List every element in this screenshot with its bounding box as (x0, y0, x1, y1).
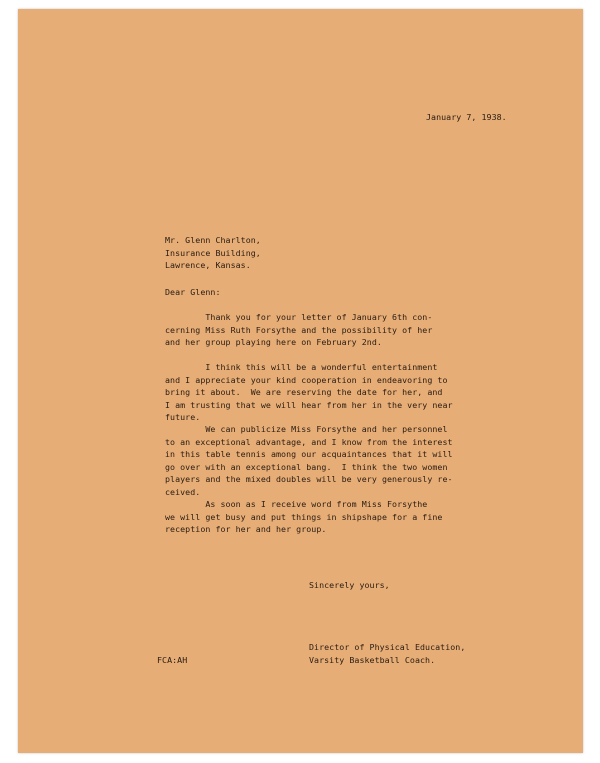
paragraph-line: reception for her and her group. (165, 524, 327, 534)
signature-line: Director of Physical Education, (309, 642, 466, 652)
recipient-line: Insurance Building, (165, 247, 261, 258)
signature-block (309, 641, 465, 666)
closing: Sincerely yours, (309, 580, 390, 590)
paragraph-line: we will get busy and put things in shipshape for a fine (165, 511, 443, 522)
recipient-address (165, 234, 261, 272)
salutation: Dear Glenn: (165, 287, 221, 297)
paragraph-line: We can publicize Miss Forsythe and her personnel (165, 424, 448, 434)
body-paragraph (165, 311, 432, 349)
paragraph-line: I am trusting that we will hear from her in the very near (165, 399, 453, 410)
paragraph-line: and I appreciate your kind cooperation in endeavoring to (165, 374, 448, 385)
paragraph-line: I think this will be a wonderful entertainment (165, 362, 438, 372)
body-paragraph (165, 423, 453, 498)
paragraph-line: go over with an exceptional bang. I think the two women (165, 461, 448, 472)
paragraph-line: to an exceptional advantage, and I know from the interest (165, 436, 453, 447)
letter-page (18, 9, 583, 753)
signature-line: Varsity Basketball Coach. (309, 654, 436, 665)
letter-date: January 7, 1938. (426, 112, 507, 122)
paragraph-line: ceived. (165, 486, 201, 497)
paragraph-line: Thank you for your letter of January 6th con- (165, 312, 433, 322)
body-paragraph (165, 498, 442, 536)
paragraph-line: and her group playing here on February 2nd. (165, 337, 382, 347)
paragraph-line: players and the mixed doubles will be very generously re- (165, 474, 453, 484)
paragraph-line: in this table tennis among our acquaintances that it will (165, 449, 453, 459)
paragraph-line: As soon as I receive word from Miss Forsythe (165, 499, 428, 509)
paragraph-line: future. (165, 412, 201, 422)
paragraph-line: cerning Miss Ruth Forsythe and the possibility of her (165, 324, 433, 335)
paragraph-line: bring it about. We are reserving the date for her, and (165, 387, 443, 397)
body-paragraph (165, 361, 453, 424)
reference-initials: FCA:AH (157, 655, 188, 665)
recipient-line: Lawrence, Kansas. (165, 260, 251, 270)
recipient-line: Mr. Glenn Charlton, (165, 235, 261, 245)
